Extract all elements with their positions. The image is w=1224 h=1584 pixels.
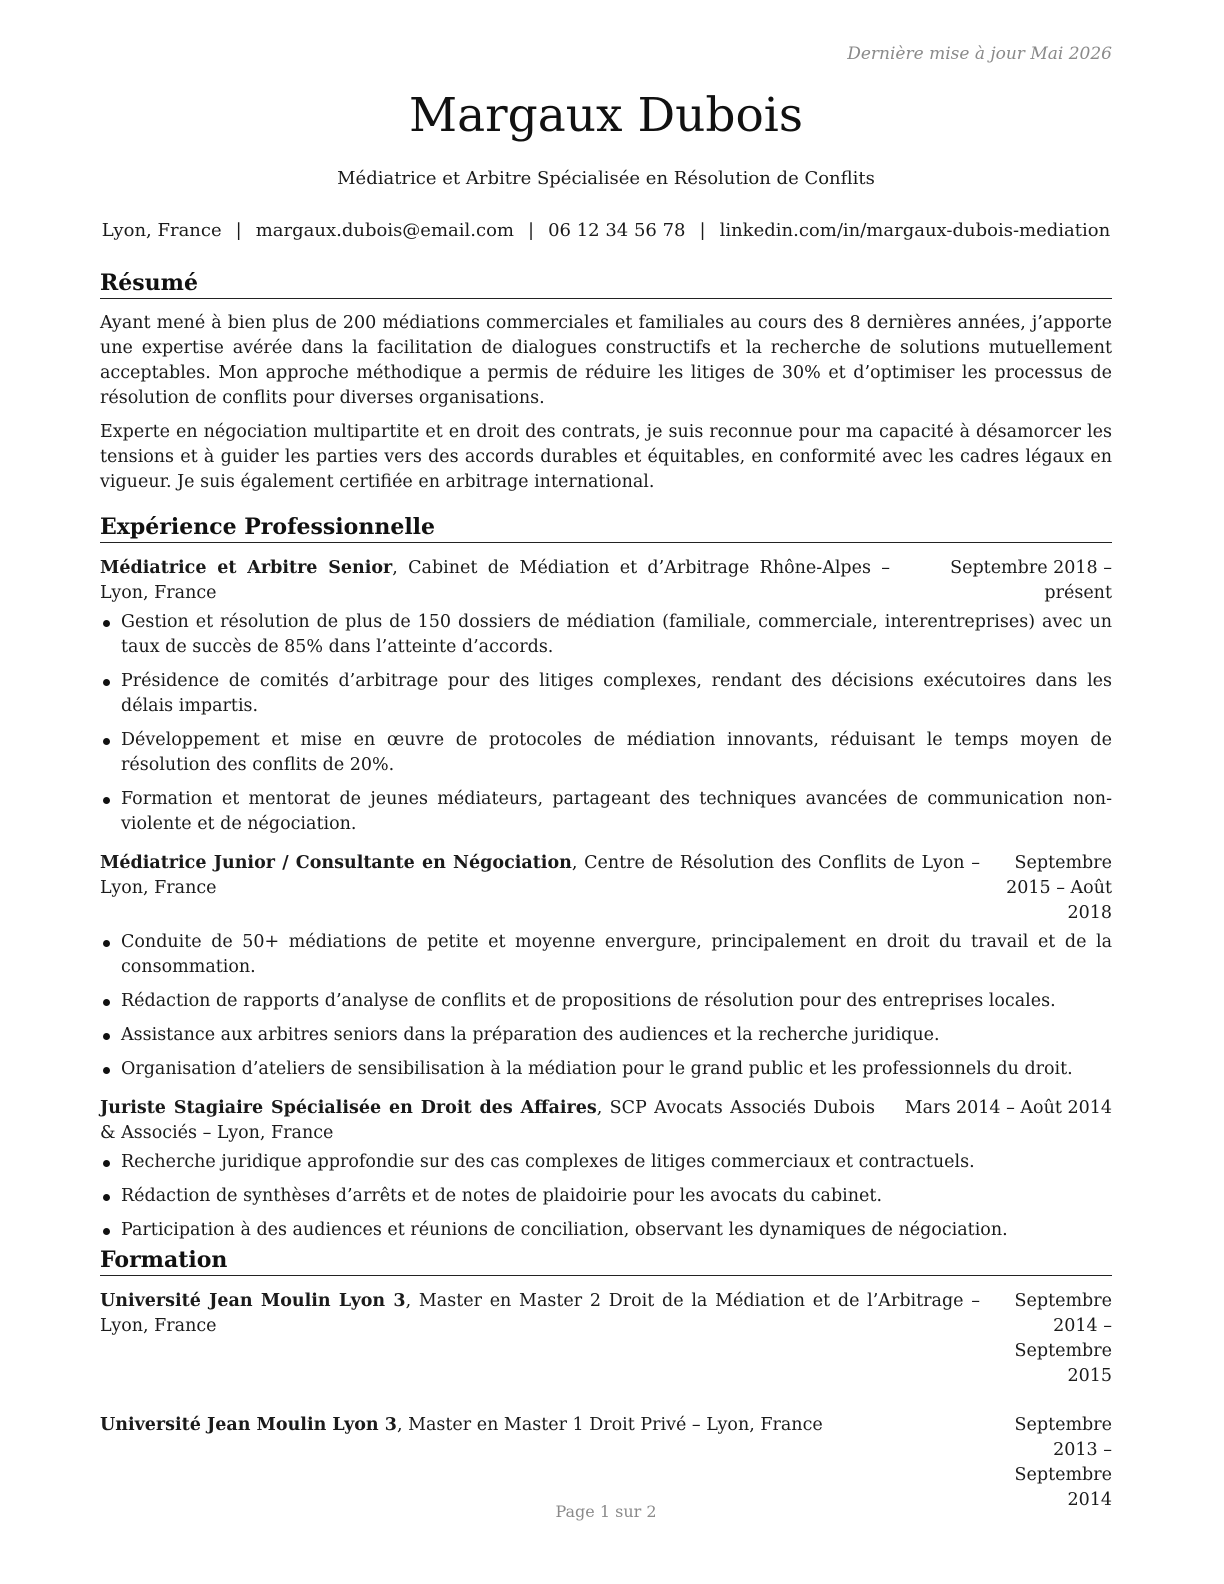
education-section: [100, 1247, 1112, 1513]
entry-degree: , Master en Master 2 Droit de la Médiation et de l’Arbitrage – Lyon, France: [100, 1291, 980, 1336]
section-title-summary: Résumé: [100, 270, 1112, 299]
entry-header: [100, 1289, 1112, 1389]
bullet-item: [100, 1184, 1112, 1209]
entry-header: [100, 1413, 1112, 1513]
bullet-item: [100, 728, 1112, 778]
candidate-name: Margaux Dubois: [409, 88, 803, 143]
page-number: Page 1 sur 2: [555, 1502, 657, 1521]
summary-paragraph: Experte en négociation multipartite et en droit des contrats, je suis reconnue pour ma capacité à désamorcer les tensions et à guider les parties vers des accords durables et équitables, en conformité avec les cadres légaux en vigueur. Je suis également certifiée en arbitrage international.: [100, 422, 1112, 492]
entry-role: Médiatrice et Arbitre Senior: [100, 558, 393, 578]
bullet-item: [100, 989, 1112, 1014]
bullet-text: Formation et mentorat de jeunes médiateurs, partageant des techniques avancées de communication non-violente et de négociation.: [121, 789, 1112, 834]
bullet-icon: [103, 940, 110, 947]
bullet-item: [100, 669, 1112, 719]
bullet-icon: [103, 999, 110, 1006]
experience-entry: [100, 556, 1112, 837]
entry-organization: , SCP Avocats Associés Dubois & Associés – Lyon, France: [100, 1098, 875, 1143]
contact-linkedin[interactable]: linkedin.com/in/margaux-dubois-mediation: [719, 220, 1111, 241]
bullet-item: [100, 930, 1112, 980]
entry-header: [100, 556, 1112, 606]
bullet-text: Gestion et résolution de plus de 150 dossiers de médiation (familiale, commerciale, interentreprises) avec un taux de succès de 85% dans l’atteinte d’accords.: [121, 612, 1112, 657]
summary-paragraph: Ayant mené à bien plus de 200 médiations commerciales et familiales au cours des 8 dernières années, j’apporte une expertise avérée dans la facilitation de dialogues constructifs et la recherche de solutions mutuellement acceptables. Mon approche méthodique a permis de réduire les litiges de 30% et d’optimiser les processus de résolution de conflits pour diverses organisations.: [100, 313, 1112, 408]
entry-organization: , Cabinet de Médiation et d’Arbitrage Rhône-Alpes – Lyon, France: [100, 558, 890, 603]
entry-role: Juriste Stagiaire Spécialisée en Droit des Affaires: [100, 1098, 597, 1118]
entry-header: [100, 1096, 1112, 1146]
resume-page: [100, 0, 1112, 1584]
entry-organization: , Centre de Résolution des Conflits de Lyon – Lyon, France: [100, 853, 980, 898]
bullet-text: Développement et mise en œuvre de protocoles de médiation innovants, réduisant le temps moyen de résolution des conflits de 20%.: [121, 730, 1112, 775]
contact-separator: |: [235, 220, 242, 241]
contact-separator: |: [528, 220, 535, 241]
bullet-icon: [103, 1067, 110, 1074]
bullet-item: [100, 1057, 1112, 1082]
entry-school: Université Jean Moulin Lyon 3: [100, 1291, 406, 1311]
bullet-item: [100, 1150, 1112, 1175]
experience-entry: [100, 851, 1112, 1082]
entry-dates: Septembre 2015 – Août 2018: [1006, 853, 1112, 923]
entry-dates: Mars 2014 – Août 2014: [904, 1098, 1112, 1118]
entry-header: [100, 851, 1112, 926]
bullet-item: [100, 1218, 1112, 1243]
entry-bullets: [100, 610, 1112, 837]
contact-phone: 06 12 34 56 78: [548, 220, 686, 241]
entry-bullets: [100, 930, 1112, 1082]
candidate-title: Médiatrice et Arbitre Spécialisée en Résolution de Conflits: [337, 168, 875, 189]
bullet-text: Rédaction de synthèses d’arrêts et de notes de plaidoirie pour les avocats du cabinet.: [121, 1186, 883, 1206]
bullet-icon: [103, 620, 110, 627]
entry-dates: Septembre 2018 – présent: [950, 558, 1112, 603]
entry-degree: , Master en Master 1 Droit Privé – Lyon, France: [396, 1415, 823, 1435]
contact-location: Lyon, France: [101, 220, 222, 241]
contact-line: [80, 220, 1132, 241]
bullet-item: [100, 1023, 1112, 1048]
bullet-icon: [103, 1033, 110, 1040]
entry-dates: Septembre 2013 – Septembre 2014: [1014, 1415, 1112, 1510]
summary-section: [100, 270, 1112, 495]
bullet-text: Recherche juridique approfondie sur des cas complexes de litiges commerciaux et contractuels.: [121, 1152, 975, 1172]
bullet-text: Rédaction de rapports d’analyse de conflits et de propositions de résolution pour des entreprises locales.: [121, 991, 1056, 1011]
bullet-icon: [103, 797, 110, 804]
section-title-experience: Expérience Professionnelle: [100, 514, 1112, 543]
bullet-icon: [103, 1228, 110, 1235]
bullet-text: Présidence de comités d’arbitrage pour des litiges complexes, rendant des décisions exécutoires dans les délais impartis.: [121, 671, 1112, 716]
bullet-item: [100, 610, 1112, 660]
entry-role: Médiatrice Junior / Consultante en Négociation: [100, 853, 572, 873]
entry-school: Université Jean Moulin Lyon 3: [100, 1415, 397, 1435]
bullet-item: [100, 787, 1112, 837]
education-entry: [100, 1413, 1112, 1513]
bullet-text: Participation à des audiences et réunions de conciliation, observant les dynamiques de négociation.: [121, 1220, 1008, 1240]
bullet-text: Organisation d’ateliers de sensibilisation à la médiation pour le grand public et les professionnels du droit.: [121, 1059, 1073, 1079]
bullet-icon: [103, 679, 110, 686]
bullet-icon: [103, 738, 110, 745]
bullet-text: Conduite de 50+ médiations de petite et moyenne envergure, principalement en droit du travail et de la consommation.: [121, 932, 1112, 977]
experience-entry: [100, 1096, 1112, 1243]
entry-dates: Septembre 2014 – Septembre 2015: [1014, 1291, 1112, 1386]
bullet-text: Assistance aux arbitres seniors dans la préparation des audiences et la recherche juridique.: [121, 1025, 940, 1045]
contact-separator: |: [699, 220, 706, 241]
contact-email[interactable]: margaux.dubois@email.com: [255, 220, 514, 241]
bullet-icon: [103, 1160, 110, 1167]
education-entry: [100, 1289, 1112, 1389]
section-title-education: Formation: [100, 1247, 1112, 1276]
entry-bullets: [100, 1150, 1112, 1243]
last-updated: Dernière mise à jour Mai 2026: [847, 44, 1112, 64]
bullet-icon: [103, 1194, 110, 1201]
experience-section: [100, 514, 1112, 1252]
